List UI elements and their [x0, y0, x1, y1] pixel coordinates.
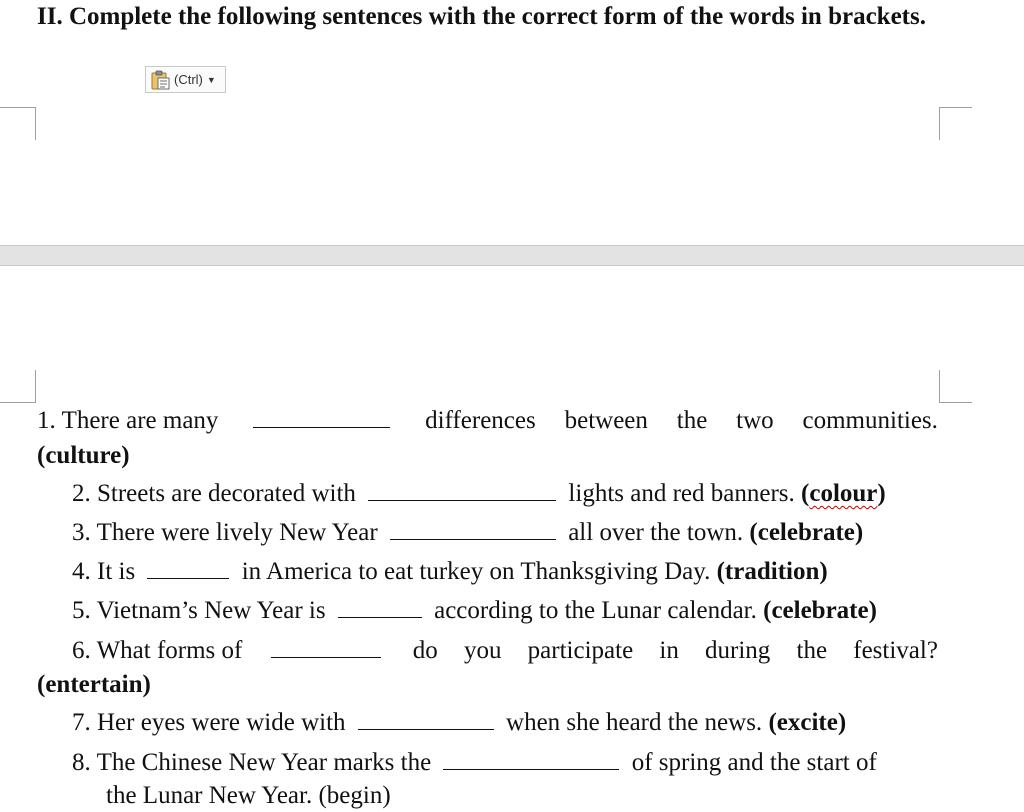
- question-number: 1.: [37, 407, 56, 434]
- question-word: festival?: [853, 637, 938, 664]
- chevron-down-icon: ▼: [206, 74, 216, 85]
- answer-blank: [338, 616, 422, 618]
- question-number: 5.: [72, 597, 91, 624]
- question-word: do: [412, 637, 438, 664]
- question-text: Vietnam’s New Year is: [96, 597, 326, 624]
- page-top: [0, 0, 1024, 245]
- question-word: during: [705, 637, 771, 664]
- question-text: Her eyes were wide with: [97, 709, 346, 736]
- margin-corner-top-left: [0, 370, 36, 403]
- question-word: the: [676, 407, 708, 434]
- answer-blank: [368, 499, 556, 501]
- answer-blank: [358, 728, 494, 730]
- question-text: the Lunar New Year. (begin): [106, 782, 391, 809]
- question-word: communities.: [802, 407, 938, 434]
- question-hint: (celebrate): [749, 519, 864, 546]
- question-text-after: of spring and the start of: [631, 749, 877, 776]
- question-word: in: [659, 637, 679, 664]
- answer-blank: [253, 426, 390, 428]
- section-title: II. Complete the following sentences with the correct form of the words in brackets.: [37, 3, 926, 30]
- question-8: [72, 746, 877, 779]
- question-3: [72, 516, 863, 549]
- question-number: 2.: [72, 480, 91, 507]
- question-1-hint-line: [37, 439, 130, 472]
- question-text-after: in America to eat turkey on Thanksgiving Day.: [241, 558, 711, 585]
- question-1: [37, 404, 938, 437]
- question-text: There are many: [61, 407, 219, 434]
- question-text-after: all over the town.: [568, 519, 744, 546]
- question-number: 4.: [72, 558, 91, 585]
- question-hint: (celebrate): [763, 597, 877, 624]
- question-8-line-2: [106, 779, 391, 812]
- paste-options-button[interactable]: [145, 66, 226, 93]
- margin-corner-top-right: [939, 370, 972, 403]
- question-word: participate: [527, 637, 634, 664]
- question-2: [72, 477, 886, 510]
- paste-options-label: (Ctrl): [174, 72, 203, 87]
- question-hint: (culture): [37, 442, 130, 469]
- margin-corner-bottom-right: [939, 107, 972, 140]
- question-1-start: [37, 404, 218, 437]
- question-hint: (tradition): [716, 558, 828, 585]
- question-text-after: according to the Lunar calendar.: [434, 597, 757, 624]
- margin-corner-bottom-left: [0, 107, 36, 140]
- question-text-after: when she heard the news.: [506, 709, 763, 736]
- question-text: Streets are decorated with: [97, 480, 356, 507]
- question-hint: (colour): [801, 480, 886, 507]
- question-word: differences: [425, 407, 536, 434]
- question-text: It is: [97, 558, 136, 585]
- question-5: [72, 594, 877, 627]
- question-word: two: [736, 407, 774, 434]
- question-word: the: [796, 637, 828, 664]
- answer-blank: [390, 538, 556, 540]
- question-hint: (entertain): [37, 671, 151, 698]
- question-number: 3.: [72, 519, 91, 546]
- answer-blank: [147, 577, 229, 579]
- question-word: between: [564, 407, 648, 434]
- answer-blank: [443, 768, 619, 770]
- question-hint: (excite): [768, 709, 847, 736]
- question-text: What forms of: [96, 637, 243, 664]
- question-text: The Chinese New Year marks the: [96, 749, 432, 776]
- question-number: 7.: [72, 709, 91, 736]
- question-text-after: lights and red banners.: [568, 480, 795, 507]
- question-word: you: [463, 637, 502, 664]
- question-number: 6.: [72, 637, 91, 664]
- question-number: 8.: [72, 749, 91, 776]
- page-break-gap: [0, 245, 1024, 266]
- question-text: There were lively New Year: [96, 519, 378, 546]
- question-7: [72, 706, 846, 739]
- answer-blank: [271, 656, 381, 658]
- clipboard-paste-icon: [150, 69, 172, 91]
- question-4: [72, 555, 828, 588]
- question-6-hint-line: [37, 668, 151, 701]
- question-6-start: [72, 634, 242, 667]
- spellcheck-word: colour: [809, 480, 878, 507]
- question-6: [72, 634, 938, 667]
